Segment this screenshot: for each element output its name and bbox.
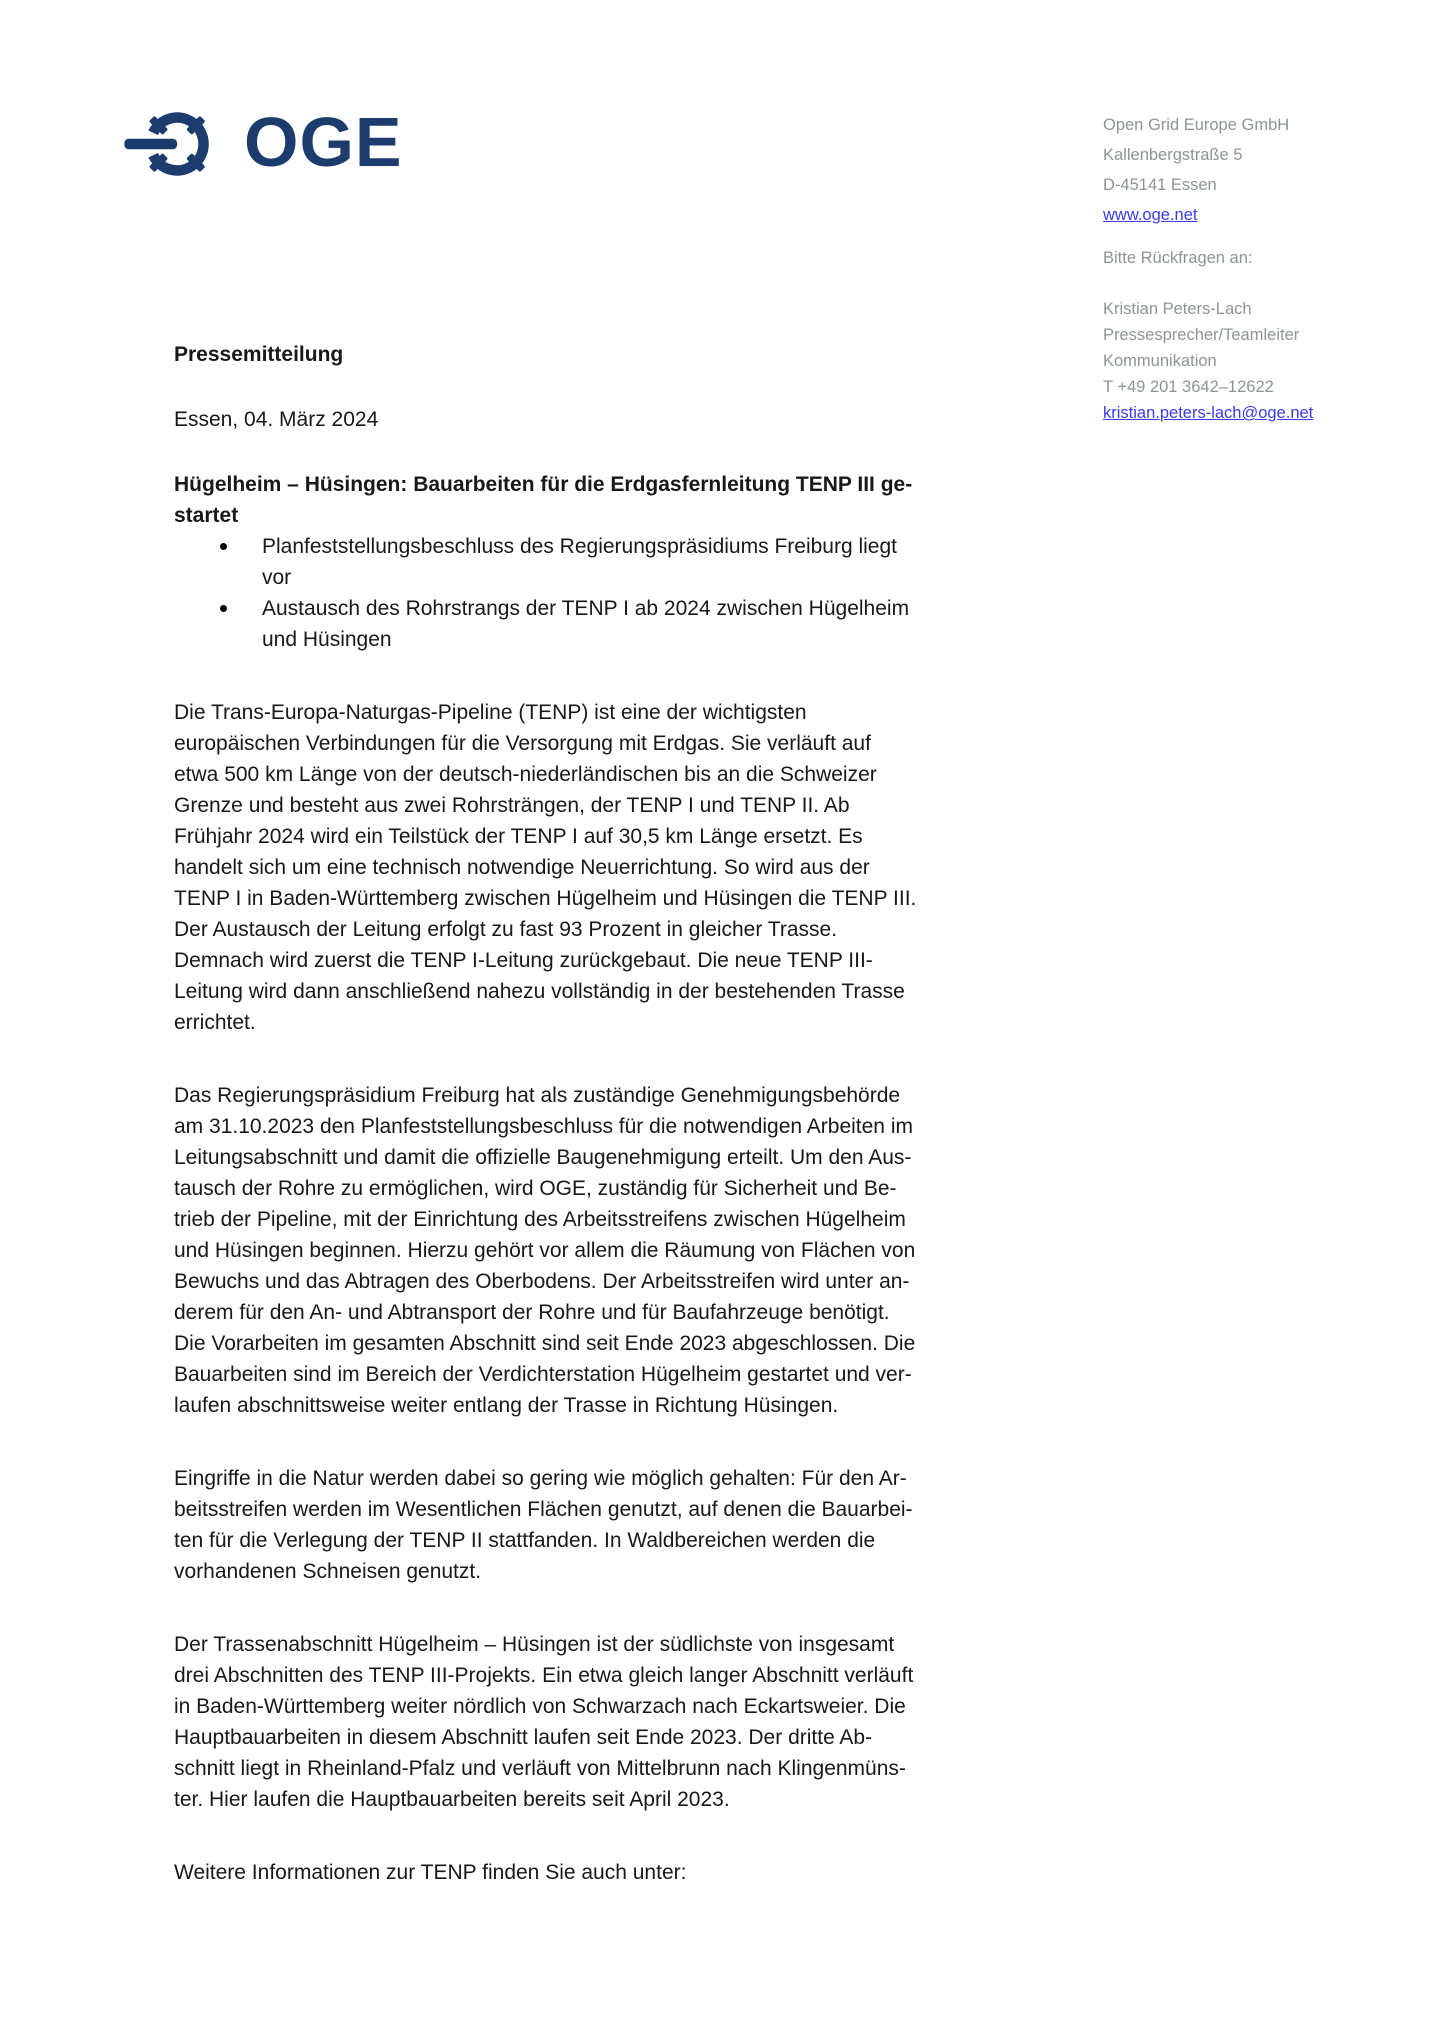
oge-logo bbox=[120, 100, 403, 188]
text-line: schnitt liegt in Rheinland-Pfalz und verläuft von Mittelbrunn nach Klingenmüns- bbox=[174, 1757, 906, 1780]
body-paragraph-3 bbox=[174, 1463, 1094, 1587]
contact-sidebar bbox=[1103, 110, 1403, 426]
text-line: Das Regierungspräsidium Freiburg hat als zuständige Genehmigungsbehörde bbox=[174, 1084, 901, 1107]
text-line: Der Trassenabschnitt Hügelheim – Hüsingen ist der südlichste von insgesamt bbox=[174, 1633, 895, 1656]
text-line: in Baden-Württemberg weiter nördlich von Schwarzach nach Eckartsweier. Die bbox=[174, 1695, 906, 1718]
body-paragraph-1 bbox=[174, 697, 1094, 1038]
company-city: D-45141 Essen bbox=[1103, 176, 1217, 194]
text-line: Hügelheim – Hüsingen: Bauarbeiten für die Erdgasfernleitung TENP III ge- bbox=[174, 473, 913, 496]
text-line: und Hüsingen beginnen. Hierzu gehört vor allem die Räumung von Flächen von bbox=[174, 1239, 916, 1262]
text-line: etwa 500 km Länge von der deutsch-niederländischen bis an die Schweizer bbox=[174, 763, 877, 786]
text-line: errichtet. bbox=[174, 1011, 256, 1034]
document-type-label: Pressemitteilung bbox=[174, 343, 344, 366]
bullet-item bbox=[174, 531, 1094, 593]
text-line: Die Vorarbeiten im gesamten Abschnitt sind seit Ende 2023 abgeschlossen. Die bbox=[174, 1332, 916, 1355]
text-line: europäischen Verbindungen für die Versorgung mit Erdgas. Sie verläuft auf bbox=[174, 732, 871, 755]
text-line: tausch der Rohre zu ermöglichen, wird OGE, zuständig für Sicherheit und Be- bbox=[174, 1177, 897, 1200]
text-line: ten für die Verlegung der TENP II stattfanden. In Waldbereichen werden die bbox=[174, 1529, 876, 1552]
headline-bullet-list bbox=[174, 531, 1094, 655]
bullet-text bbox=[262, 593, 1094, 655]
text-line: Leitungsabschnitt und damit die offizielle Baugenehmigung erteilt. Um den Aus- bbox=[174, 1146, 912, 1169]
text-line: beitsstreifen werden im Wesentlichen Flächen genutzt, auf denen die Bauarbei- bbox=[174, 1498, 913, 1521]
company-name: Open Grid Europe GmbH bbox=[1103, 116, 1290, 134]
text-line: Hauptbauarbeiten in diesem Abschnitt laufen seit Ende 2023. Der dritte Ab- bbox=[174, 1726, 873, 1749]
text-line: derem für den An- und Abtransport der Rohre und für Baufahrzeuge benötigt. bbox=[174, 1301, 890, 1324]
text-line: und Hüsingen bbox=[262, 628, 392, 651]
text-line: Planfeststellungsbeschluss des Regierungspräsidiums Freiburg liegt bbox=[262, 535, 897, 558]
contact-email-link[interactable]: kristian.peters-lach@oge.net bbox=[1103, 404, 1314, 422]
inquiries-label: Bitte Rückfragen an: bbox=[1103, 249, 1253, 267]
company-website-link[interactable]: www.oge.net bbox=[1103, 206, 1198, 224]
contact-role: Pressesprecher/Teamleiter bbox=[1103, 326, 1300, 344]
text-line: laufen abschnittsweise weiter entlang der Trasse in Richtung Hüsingen. bbox=[174, 1394, 839, 1417]
text-line: am 31.10.2023 den Planfeststellungsbeschluss für die notwendigen Arbeiten im bbox=[174, 1115, 913, 1138]
text-line: TENP I in Baden-Württemberg zwischen Hügelheim und Hüsingen die TENP III. bbox=[174, 887, 917, 910]
contact-department: Kommunikation bbox=[1103, 352, 1217, 370]
text-line: Bauarbeiten sind im Bereich der Verdichterstation Hügelheim gestartet und ver- bbox=[174, 1363, 912, 1386]
headline bbox=[174, 469, 1094, 531]
text-line: vorhandenen Schneisen genutzt. bbox=[174, 1560, 482, 1583]
bullet-text bbox=[262, 531, 1094, 593]
press-contact-block bbox=[1103, 296, 1403, 426]
body-paragraph-4 bbox=[174, 1629, 1094, 1815]
text-line: Leitung wird dann anschließend nahezu vollständig in der bestehenden Trasse bbox=[174, 980, 905, 1003]
text-line: Eingriffe in die Natur werden dabei so gering wie möglich gehalten: Für den Ar- bbox=[174, 1467, 907, 1490]
text-line: Der Austausch der Leitung erfolgt zu fast 93 Prozent in gleicher Trasse. bbox=[174, 918, 838, 941]
contact-name: Kristian Peters-Lach bbox=[1103, 300, 1252, 318]
text-line: Die Trans-Europa-Naturgas-Pipeline (TENP) ist eine der wichtigsten bbox=[174, 701, 807, 724]
text-line: handelt sich um eine technisch notwendige Neuerrichtung. So wird aus der bbox=[174, 856, 870, 879]
text-line: Demnach wird zuerst die TENP I-Leitung zurückgebaut. Die neue TENP III- bbox=[174, 949, 873, 972]
text-line: ter. Hier laufen die Hauptbauarbeiten bereits seit April 2023. bbox=[174, 1788, 730, 1811]
bullet-icon bbox=[220, 605, 227, 612]
text-line: Grenze und besteht aus zwei Rohrsträngen, der TENP I und TENP II. Ab bbox=[174, 794, 850, 817]
dateline: Essen, 04. März 2024 bbox=[174, 408, 379, 431]
bullet-icon bbox=[220, 543, 227, 550]
text-line: drei Abschnitten des TENP III-Projekts. Ein etwa gleich langer Abschnitt verläuft bbox=[174, 1664, 914, 1687]
text-line: vor bbox=[262, 566, 292, 589]
contact-phone: T +49 201 3642–12622 bbox=[1103, 378, 1274, 396]
text-line: Bewuchs und das Abtragen des Oberbodens. Der Arbeitsstreifen wird unter an- bbox=[174, 1270, 910, 1293]
company-address-block bbox=[1103, 110, 1403, 230]
text-line: Frühjahr 2024 wird ein Teilstück der TENP I auf 30,5 km Länge ersetzt. Es bbox=[174, 825, 863, 848]
company-street: Kallenbergstraße 5 bbox=[1103, 146, 1243, 164]
text-line: startet bbox=[174, 504, 239, 527]
body-paragraph-2 bbox=[174, 1080, 1094, 1421]
closing-line: Weitere Informationen zur TENP finden Sie auch unter: bbox=[174, 1861, 687, 1884]
logo-wordmark: OGE bbox=[244, 103, 403, 181]
oge-pipeline-ring-icon bbox=[120, 100, 222, 188]
bullet-item bbox=[174, 593, 1094, 655]
text-line: trieb der Pipeline, mit der Einrichtung des Arbeitsstreifens zwischen Hügelheim bbox=[174, 1208, 906, 1231]
press-release-body bbox=[174, 339, 1094, 1888]
text-line: Austausch des Rohrstrangs der TENP I ab 2024 zwischen Hügelheim bbox=[262, 597, 910, 620]
